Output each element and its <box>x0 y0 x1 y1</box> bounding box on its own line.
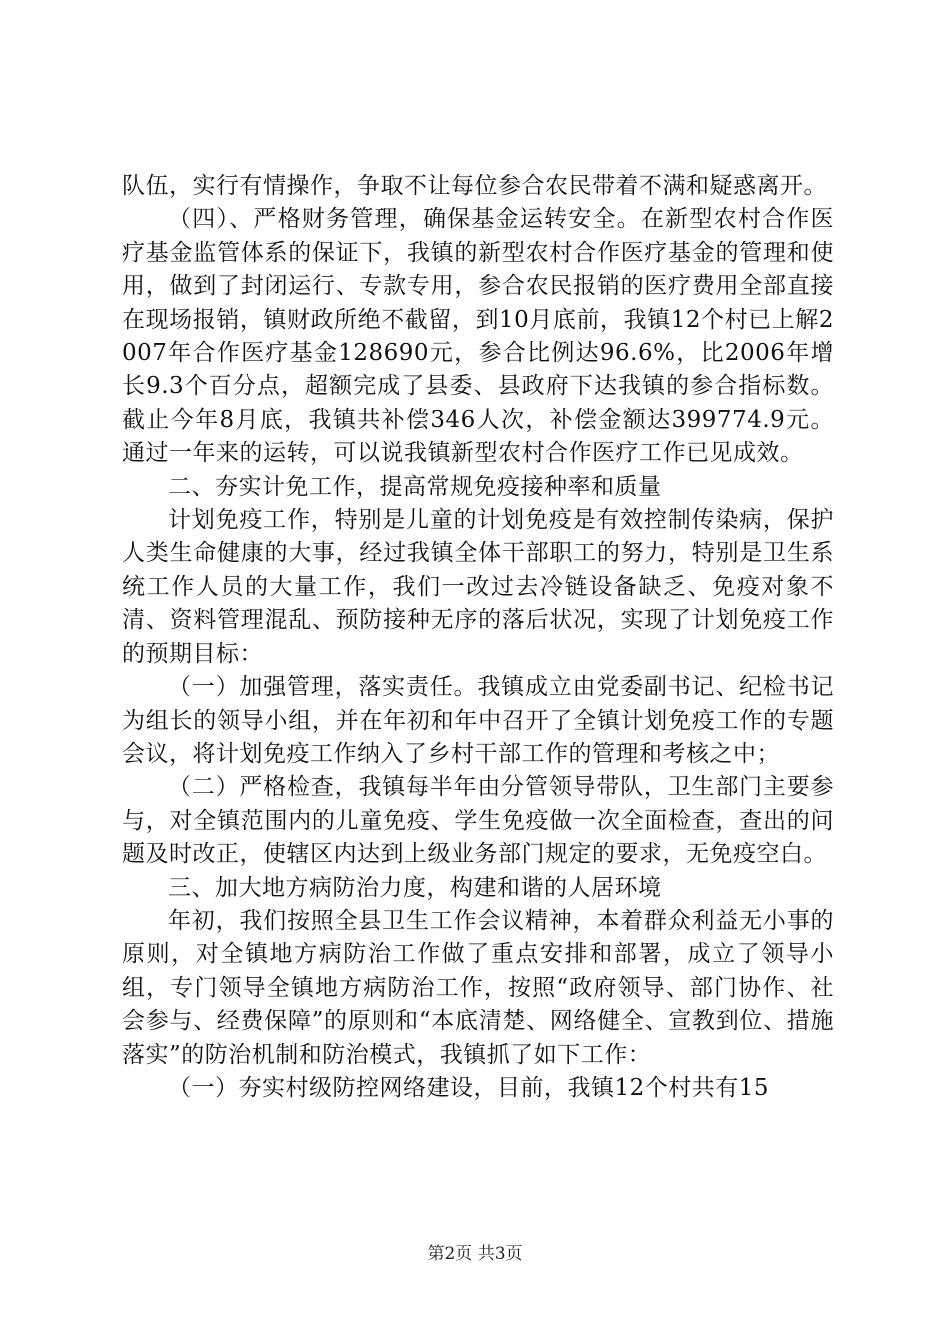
page-number-footer: 第2页 共3页 <box>427 1244 523 1264</box>
document-body <box>122 170 834 1105</box>
paragraph-village-network: （一）夯实村级防控网络建设，目前，我镇12个村共有15 <box>168 1074 770 1101</box>
section-heading-endemic-disease: 三、加大地方病防治力度，构建和谐的人居环境 <box>168 874 662 901</box>
paragraph-finance-management: （四）、严格财务管理，确保基金运转安全。在新型农村合作医疗基金监管体系的保证下，我镇的新型农村合作医疗基金的管理和使用，做到了封闭运行、专款专用，参合农民报销的医疗费用全部直接在现场报销，镇财政所绝不截留，到10月底前，我镇12个村已上解2007年合作医疗基金128690元，参合比例达96.6%，比2006年增长9.3个百分点，超额完成了县委、县政府下达我镇的参合指标数。截止今年8月底，我镇共补偿346人次，补偿金额达399774.9元。通过一年来的运转，可以说我镇新型农村合作医疗工作已见成效。 <box>122 206 834 467</box>
paragraph-endemic-intro: 年初，我们按照全县卫生工作会议精神，本着群众利益无小事的原则，对全镇地方病防治工作做了重点安排和部署，成立了领导小组，专门领导全镇地方病防治工作，按照“政府领导、部门协作、社会参与、经费保障”的原则和“本底清楚、网络健全、宣教到位、措施落实”的防治机制和防治模式，我镇抓了如下工作： <box>122 907 834 1068</box>
paragraph-strengthen-management: （一）加强管理，落实责任。我镇成立由党委副书记、纪检书记为组长的领导小组，并在年初和年中召开了全镇计划免疫工作的专题会议，将计划免疫工作纳入了乡村干部工作的管理和考核之中； <box>122 674 834 767</box>
paragraph-immunization-intro: 计划免疫工作，特别是儿童的计划免疫是有效控制传染病，保护人类生命健康的大事，经过我镇全体干部职工的努力，特别是卫生系统工作人员的大量工作，我们一改过去冷链设备缺乏、免疫对象不清、资料管理混乱、预防接种无序的落后状况，实现了计划免疫工作的预期目标： <box>122 507 834 667</box>
section-heading-immunization: 二、夯实计免工作，提高常规免疫接种率和质量 <box>168 473 662 500</box>
paragraph-continuation: 队伍，实行有情操作，争取不让每位参合农民带着不满和疑惑离开。 <box>122 173 827 199</box>
paragraph-strict-inspection: （二）严格检查，我镇每半年由分管领导带队，卫生部门主要参与，对全镇范围内的儿童免疫、学生免疫做一次全面检查，查出的问题及时改正，使辖区内达到上级业务部门规定的要求，无免疫空白。 <box>122 774 834 868</box>
